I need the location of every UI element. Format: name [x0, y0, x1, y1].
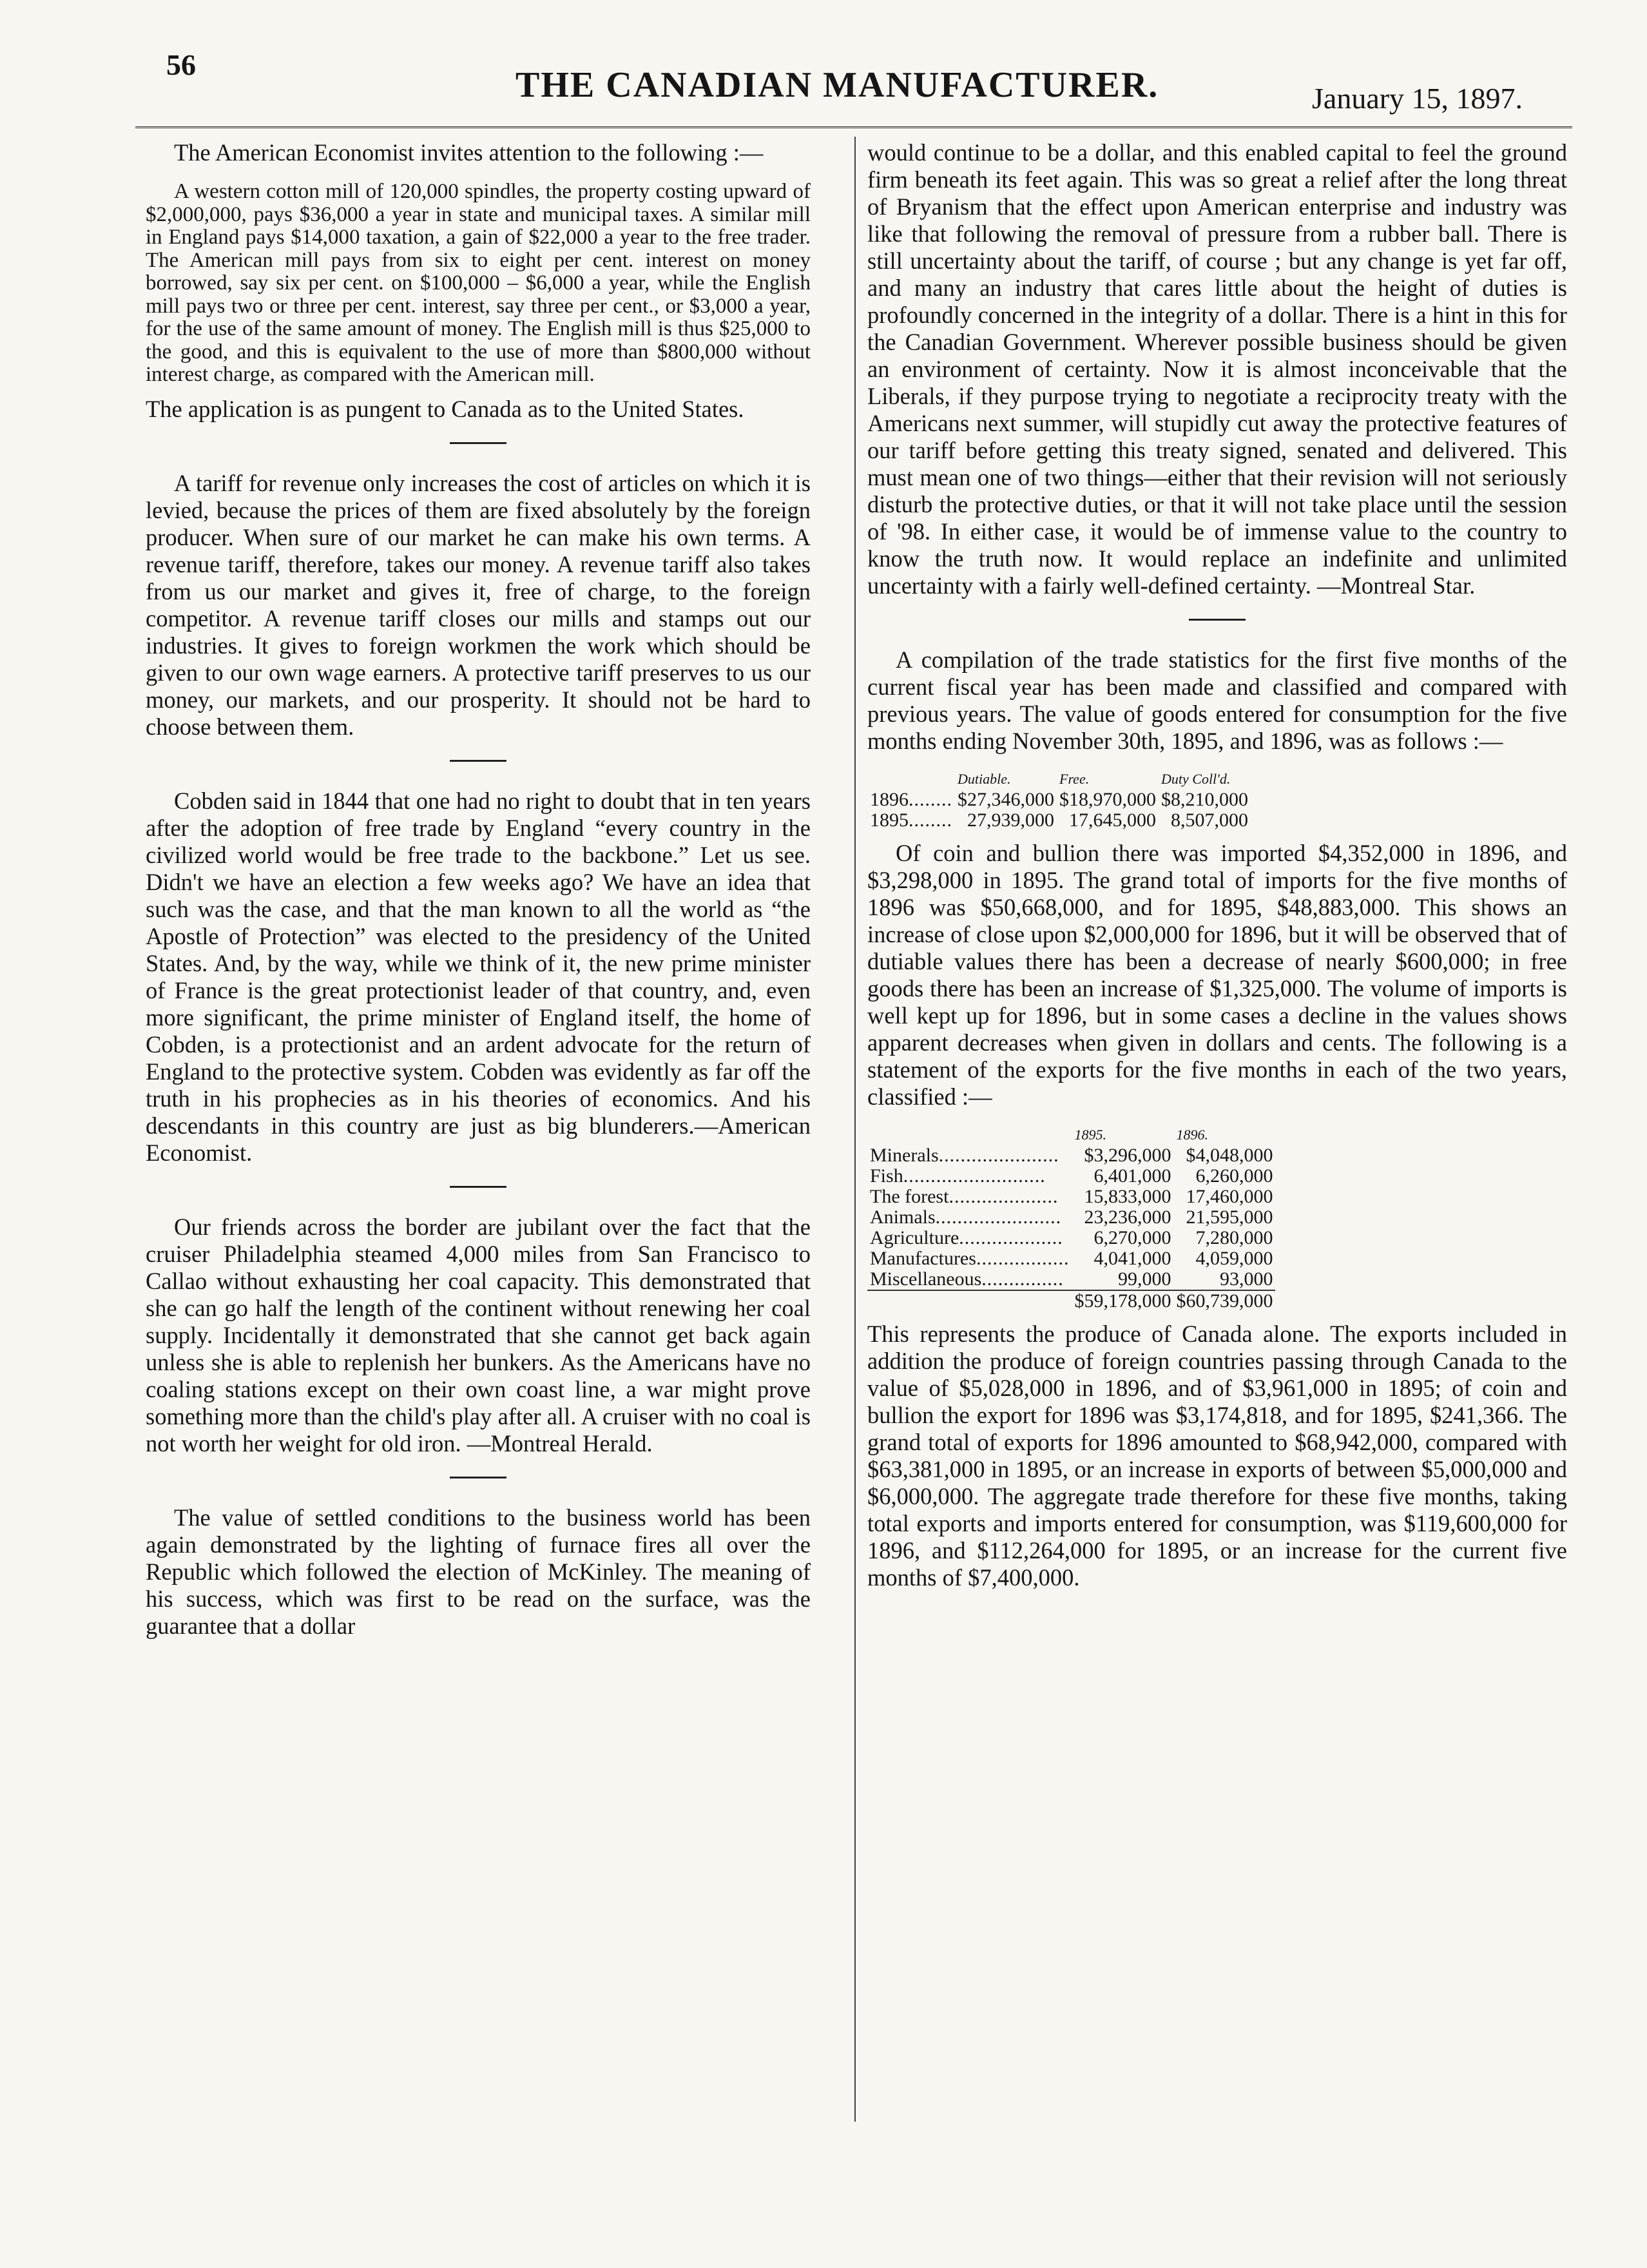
table-cell: 15,833,000	[1084, 1186, 1171, 1207]
article-paragraph: Of coin and bullion there was imported $4,352,000 in 1896, and $3,298,000 in 1895. The grand total of imports for the five months of 1896 was $50,668,000, and for 1895, $48,883,000. This shows an increase of close upon $2,000,000 for 1896, but it will be observed that of dutiable values there has been a decrease of nearly $600,000; in free goods there has been an increase of $1,325,000. The volume of imports is well kept up for 1896, but in some cases a decline in the values shows apparent decreases when given in dollars and cents. The following is a statement of the exports for the five months in each of the two years, classified :—	[867, 840, 1567, 1110]
right-column	[867, 139, 1567, 1605]
article-paragraph: The American Economist invites attention to the following :—	[174, 139, 764, 166]
row-label: Animals	[870, 1207, 936, 1228]
dot-leader: .......................	[935, 1207, 1062, 1228]
section-separator	[450, 1186, 506, 1188]
table-cell: 8,507,000	[1171, 809, 1248, 831]
article-paragraph: Cobden said in 1844 that one had no right to doubt that in ten years after the adoption of free trade by England “every country in the civilized world would be free trade to the backbone.” Let us see. Didn't we have an election a few weeks ago? We have an idea that such was the case, and that the man known to all the world as “the Apostle of Protection” was elected to the presidency of the United States. And, by the way, while we think of it, the new prime minister of France is the great protectionist leader of that country, and, even more significant, the prime minister of England itself, the home of Cobden, is a protectionist and an ardent advocate for the return of England to the protective system. Cobden was evidently as far off the truth in his prophecies as in his theories of economics. And his descendants in this country are just as big blunderers.—American Economist.	[146, 787, 811, 1166]
table-header: Dutiable.	[958, 771, 1011, 787]
dot-leader: ......................	[938, 1145, 1059, 1166]
table-header: 1895.	[1074, 1127, 1106, 1143]
page-number: 56	[166, 48, 196, 81]
table-header: Free.	[1059, 771, 1090, 787]
table-cell: 6,270,000	[1093, 1227, 1171, 1248]
article-paragraph: The application is as pungent to Canada as to the United States.	[146, 395, 744, 422]
table-row	[867, 1269, 1275, 1290]
total-cell: $59,178,000	[1072, 1290, 1173, 1312]
total-cell: $60,739,000	[1173, 1290, 1275, 1312]
dot-leader: ...................	[959, 1227, 1063, 1248]
table-header-row	[867, 1125, 1275, 1145]
article-paragraph: A compilation of the trade statistics for the first five months of the current fiscal year has been made and classified and compared with previous years. The value of goods entered for consumption for the five months ending November 30th, 1895, and 1896, was as follows :—	[867, 646, 1567, 754]
dot-leader: ....................	[949, 1186, 1059, 1207]
table-cell: 93,000	[1219, 1268, 1273, 1290]
table-row	[867, 1248, 1275, 1269]
article-paragraph: The value of settled conditions to the business world has been again demonstrated by the lighting of furnace fires all over the Republic which followed the election of McKinley. The meaning of his success, which was first to be read on the surface, was the guarantee that a dollar	[146, 1504, 811, 1639]
table-cell: 6,260,000	[1195, 1165, 1273, 1187]
row-label: Minerals	[870, 1145, 939, 1166]
column-divider	[854, 137, 856, 2122]
table-header: 1896.	[1176, 1127, 1208, 1143]
table-cell: 99,000	[1117, 1268, 1171, 1290]
header-rule	[135, 126, 1572, 128]
row-label: Manufactures	[870, 1248, 976, 1269]
dot-leader: ........	[909, 789, 952, 810]
article-paragraph: A tariff for revenue only increases the cost of articles on which it is levied, because the prices of them are fixed absolutely by the foreign producer. When sure of our market he can make his own terms. A revenue tariff, therefore, takes our money. A revenue tariff also takes from us our market and gives it, free of charge, to the foreign competitor. A revenue tariff closes our mills and stamps out our industries. It gives to foreign workmen the work which should be given to our own wage earners. A protective tariff preserves to us our money, our markets, and our prosperity. It should not be hard to choose between them.	[146, 469, 811, 740]
left-column	[146, 139, 811, 1654]
table-cell: 6,401,000	[1093, 1165, 1171, 1187]
article-paragraph: Our friends across the border are jubilant over the fact that the cruiser Philadelphia steamed 4,000 miles from San Francisco to Callao without exhausting her coal capacity. This demonstrated that she can go half the length of the continent without renewing her coal supply. Incidentally it demonstrated that she cannot get back again unless she is able to replenish her bunkers. As the Americans have no coaling stations except on their own coast line, a war might prove something more than the child's play after all. A cruiser with no coal is not worth her weight for old iron. —Montreal Herald.	[146, 1213, 811, 1457]
table-cell: $4,048,000	[1186, 1145, 1273, 1166]
page-header	[0, 0, 1647, 148]
table-header-row	[867, 769, 1251, 790]
table-cell: 17,645,000	[1069, 809, 1156, 831]
table-row	[867, 1207, 1275, 1228]
table-header: Duty Coll'd.	[1161, 771, 1231, 787]
exports-table	[867, 1125, 1275, 1312]
newspaper-title: THE CANADIAN MANUFACTURER.	[515, 65, 1159, 105]
row-label: Agriculture	[870, 1227, 959, 1248]
table-cell: 27,939,000	[967, 809, 1054, 831]
row-label: 1896	[870, 789, 909, 810]
table-total-row	[867, 1290, 1275, 1312]
table-cell: $18,970,000	[1059, 789, 1156, 810]
section-separator	[450, 1477, 506, 1478]
table-cell: $3,296,000	[1084, 1145, 1171, 1166]
article-paragraph: would continue to be a dollar, and this enabled capital to feel the ground firm beneath its feet again. This was so great a relief after the long threat of Bryanism that the effect upon American enterprise and industry was like that following the removal of pressure from a rubber ball. There is still uncertainty about the tariff, of course ; but any change is yet far off, and many an industry that cares little about the height of duties is profoundly concerned in the integrity of a dollar. There is a hint in this for the Canadian Government. Wherever possible business should be given an environment of certainty. Now it is almost inconceivable that the Liberals, if they purpose trying to negotiate a reciprocity treaty with the Americans next summer, will stupidly cut away the protective features of our tariff before getting this treaty signed, senated and delivered. This must mean one of two things—either that their revision will not seriously disturb the protective duties, or that it will not take place until the session of '98. In either case, it would be of immense value to the country to know the truth now. It would replace an indefinite and unlimited uncertainty with a fairly well-defined certainty. —Montreal Star.	[867, 139, 1567, 599]
table-row	[867, 1166, 1275, 1187]
article-paragraph: This represents the produce of Canada alone. The exports included in addition the produce of foreign countries passing through Canada to the value of $5,028,000 in 1896, and of $3,961,000 in 1895; of coin and bullion the export for 1896 was $3,174,818, and for 1895, $241,366. The grand total of exports for 1896 amounted to $68,942,000, compared with $63,381,000 in 1895, or an increase in exports of between $5,000,000 and $6,000,000. The aggregate trade therefore for these five months, taking total exports and imports entered for consumption, was $119,600,000 for 1896, and $112,264,000 for 1895, or an increase for the current five months of $7,400,000.	[867, 1321, 1567, 1591]
table-cell: 21,595,000	[1186, 1207, 1273, 1228]
table-row	[867, 1187, 1275, 1207]
table-header	[867, 769, 955, 790]
row-label: 1895	[870, 809, 909, 831]
dot-leader: .................	[976, 1248, 1070, 1269]
issue-date: January 15, 1897.	[1312, 82, 1523, 115]
section-separator	[450, 760, 506, 762]
table-cell: 4,059,000	[1195, 1248, 1273, 1269]
table-cell: 7,280,000	[1195, 1227, 1273, 1248]
dot-leader: ........	[909, 809, 952, 831]
table-cell: 4,041,000	[1093, 1248, 1171, 1269]
table-row	[867, 1228, 1275, 1248]
table-row	[867, 790, 1251, 810]
dot-leader: ...............	[981, 1268, 1064, 1290]
row-label: The forest	[870, 1186, 949, 1207]
table-row	[867, 1145, 1275, 1166]
row-label: Fish	[870, 1165, 903, 1187]
quoted-passage: A western cotton mill of 120,000 spindles, the property costing upward of $2,000,000, pays $36,000 a year in state and municipal taxes. A similar mill in England pays $14,000 taxation, a gain of $22,000 a year to the free trader. The American mill pays from six to eight per cent. interest on money borrowed, say six per cent. on $100,000 – $6,000 a year, while the English mill pays two or three per cent. interest, say three per cent., or $3,000 a year, for the use of the same amount of money. The English mill is thus $25,000 to the good, and this is equivalent to the use of more than $800,000 without interest charge, as compared with the American mill.	[146, 180, 811, 386]
table-header	[867, 1125, 1072, 1145]
section-separator	[450, 442, 506, 444]
table-cell: 17,460,000	[1186, 1186, 1273, 1207]
row-label: Miscellaneous	[870, 1268, 982, 1290]
dot-leader: ..........................	[903, 1165, 1046, 1187]
table-cell: $8,210,000	[1161, 789, 1248, 810]
table-cell: 23,236,000	[1084, 1207, 1171, 1228]
table-row	[867, 810, 1251, 831]
table-cell: $27,346,000	[958, 789, 1054, 810]
imports-table	[867, 769, 1251, 831]
section-separator	[1189, 619, 1246, 621]
